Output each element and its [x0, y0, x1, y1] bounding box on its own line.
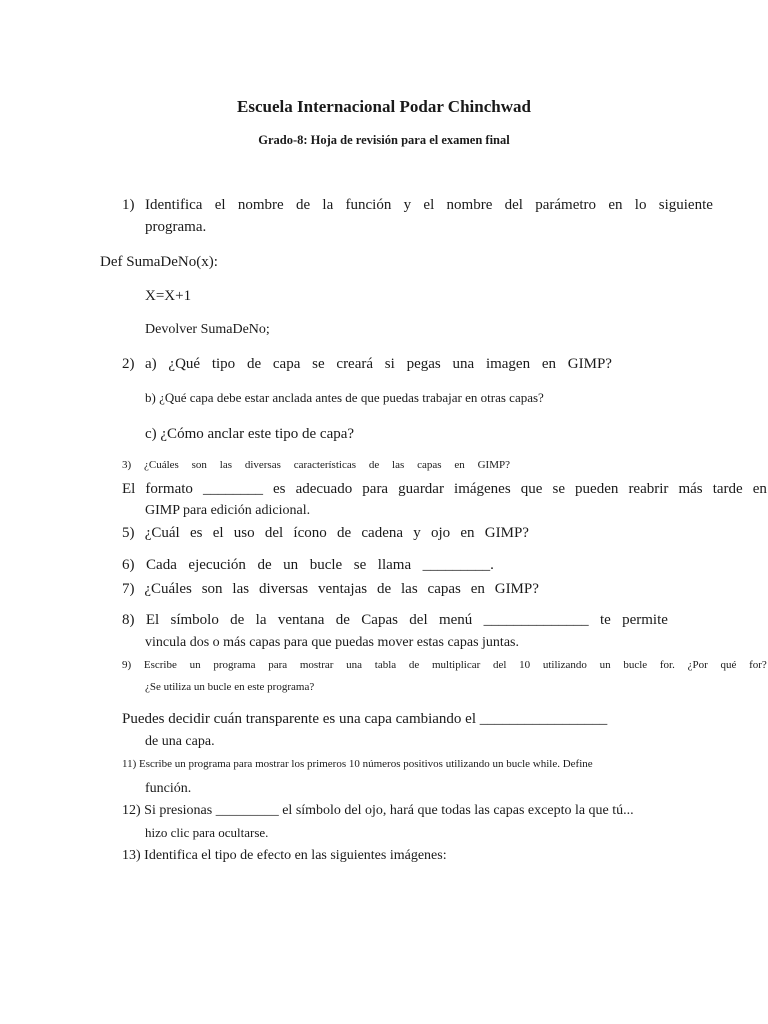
question-5: 5) ¿Cuál es el uso del ícono de cadena y ojo en GIMP? — [122, 525, 529, 541]
question-9-line-2: ¿Se utiliza un bucle en este programa? — [145, 681, 315, 693]
question-1-number: 1) — [122, 197, 135, 213]
question-1-line-2: programa. — [145, 219, 207, 235]
question-2c: c) ¿Cómo anclar este tipo de capa? — [145, 426, 355, 442]
question-9-line-1: 9) Escribe un programa para mostrar una tabla de multiplicar del 10 utilizando un bucle for. ¿Por qué for? — [122, 659, 767, 671]
code-line-2: X=X+1 — [145, 288, 192, 304]
school-title: Escuela Internacional Podar Chinchwad — [237, 97, 531, 116]
code-line-3: Devolver SumaDeNo; — [145, 322, 270, 337]
question-3: 3) ¿Cuáles son las diversas características de las capas en GIMP? — [122, 459, 510, 471]
worksheet-subtitle: Grado-8: Hoja de revisión para el examen final — [258, 133, 510, 147]
question-2b: b) ¿Qué capa debe estar anclada antes de que puedas trabajar en otras capas? — [145, 390, 544, 405]
question-1-line-1: Identifica el nombre de la función y el nombre del parámetro en lo siguiente — [145, 197, 713, 213]
question-8-line-2: vincula dos o más capas para que puedas mover estas capas juntas. — [145, 635, 519, 650]
question-11-line-1: 11) Escribe un programa para mostrar los primeros 10 números positivos utilizando un bucle while. Define — [122, 758, 593, 770]
question-12-line-1: 12) Si presionas _________ el símbolo del ojo, hará que todas las capas excepto la que tú... — [122, 803, 634, 818]
question-6: 6) Cada ejecución de un bucle se llama _________. — [122, 557, 494, 573]
question-12-line-2: hizo clic para ocultarse. — [145, 825, 269, 840]
question-4-line-2: GIMP para edición adicional. — [145, 503, 311, 518]
question-2-number: 2) — [122, 356, 135, 372]
question-13: 13) Identifica el tipo de efecto en las siguientes imágenes: — [122, 848, 447, 863]
question-11-line-2: función. — [145, 781, 192, 796]
question-8-line-1: 8) El símbolo de la ventana de Capas del menú ______________ te permite — [122, 612, 668, 628]
question-7: 7) ¿Cuáles son las diversas ventajas de las capas en GIMP? — [122, 581, 539, 597]
question-2a: a) ¿Qué tipo de capa se creará si pegas una imagen en GIMP? — [145, 356, 612, 372]
question-10-line-1: Puedes decidir cuán transparente es una capa cambiando el _________________ — [122, 711, 608, 727]
question-10-line-2: de una capa. — [145, 734, 215, 749]
code-line-1: Def SumaDeNo(x): — [100, 254, 218, 270]
question-4-line-1: El formato ________ es adecuado para guardar imágenes que se pueden reabrir más tarde en — [122, 481, 767, 497]
